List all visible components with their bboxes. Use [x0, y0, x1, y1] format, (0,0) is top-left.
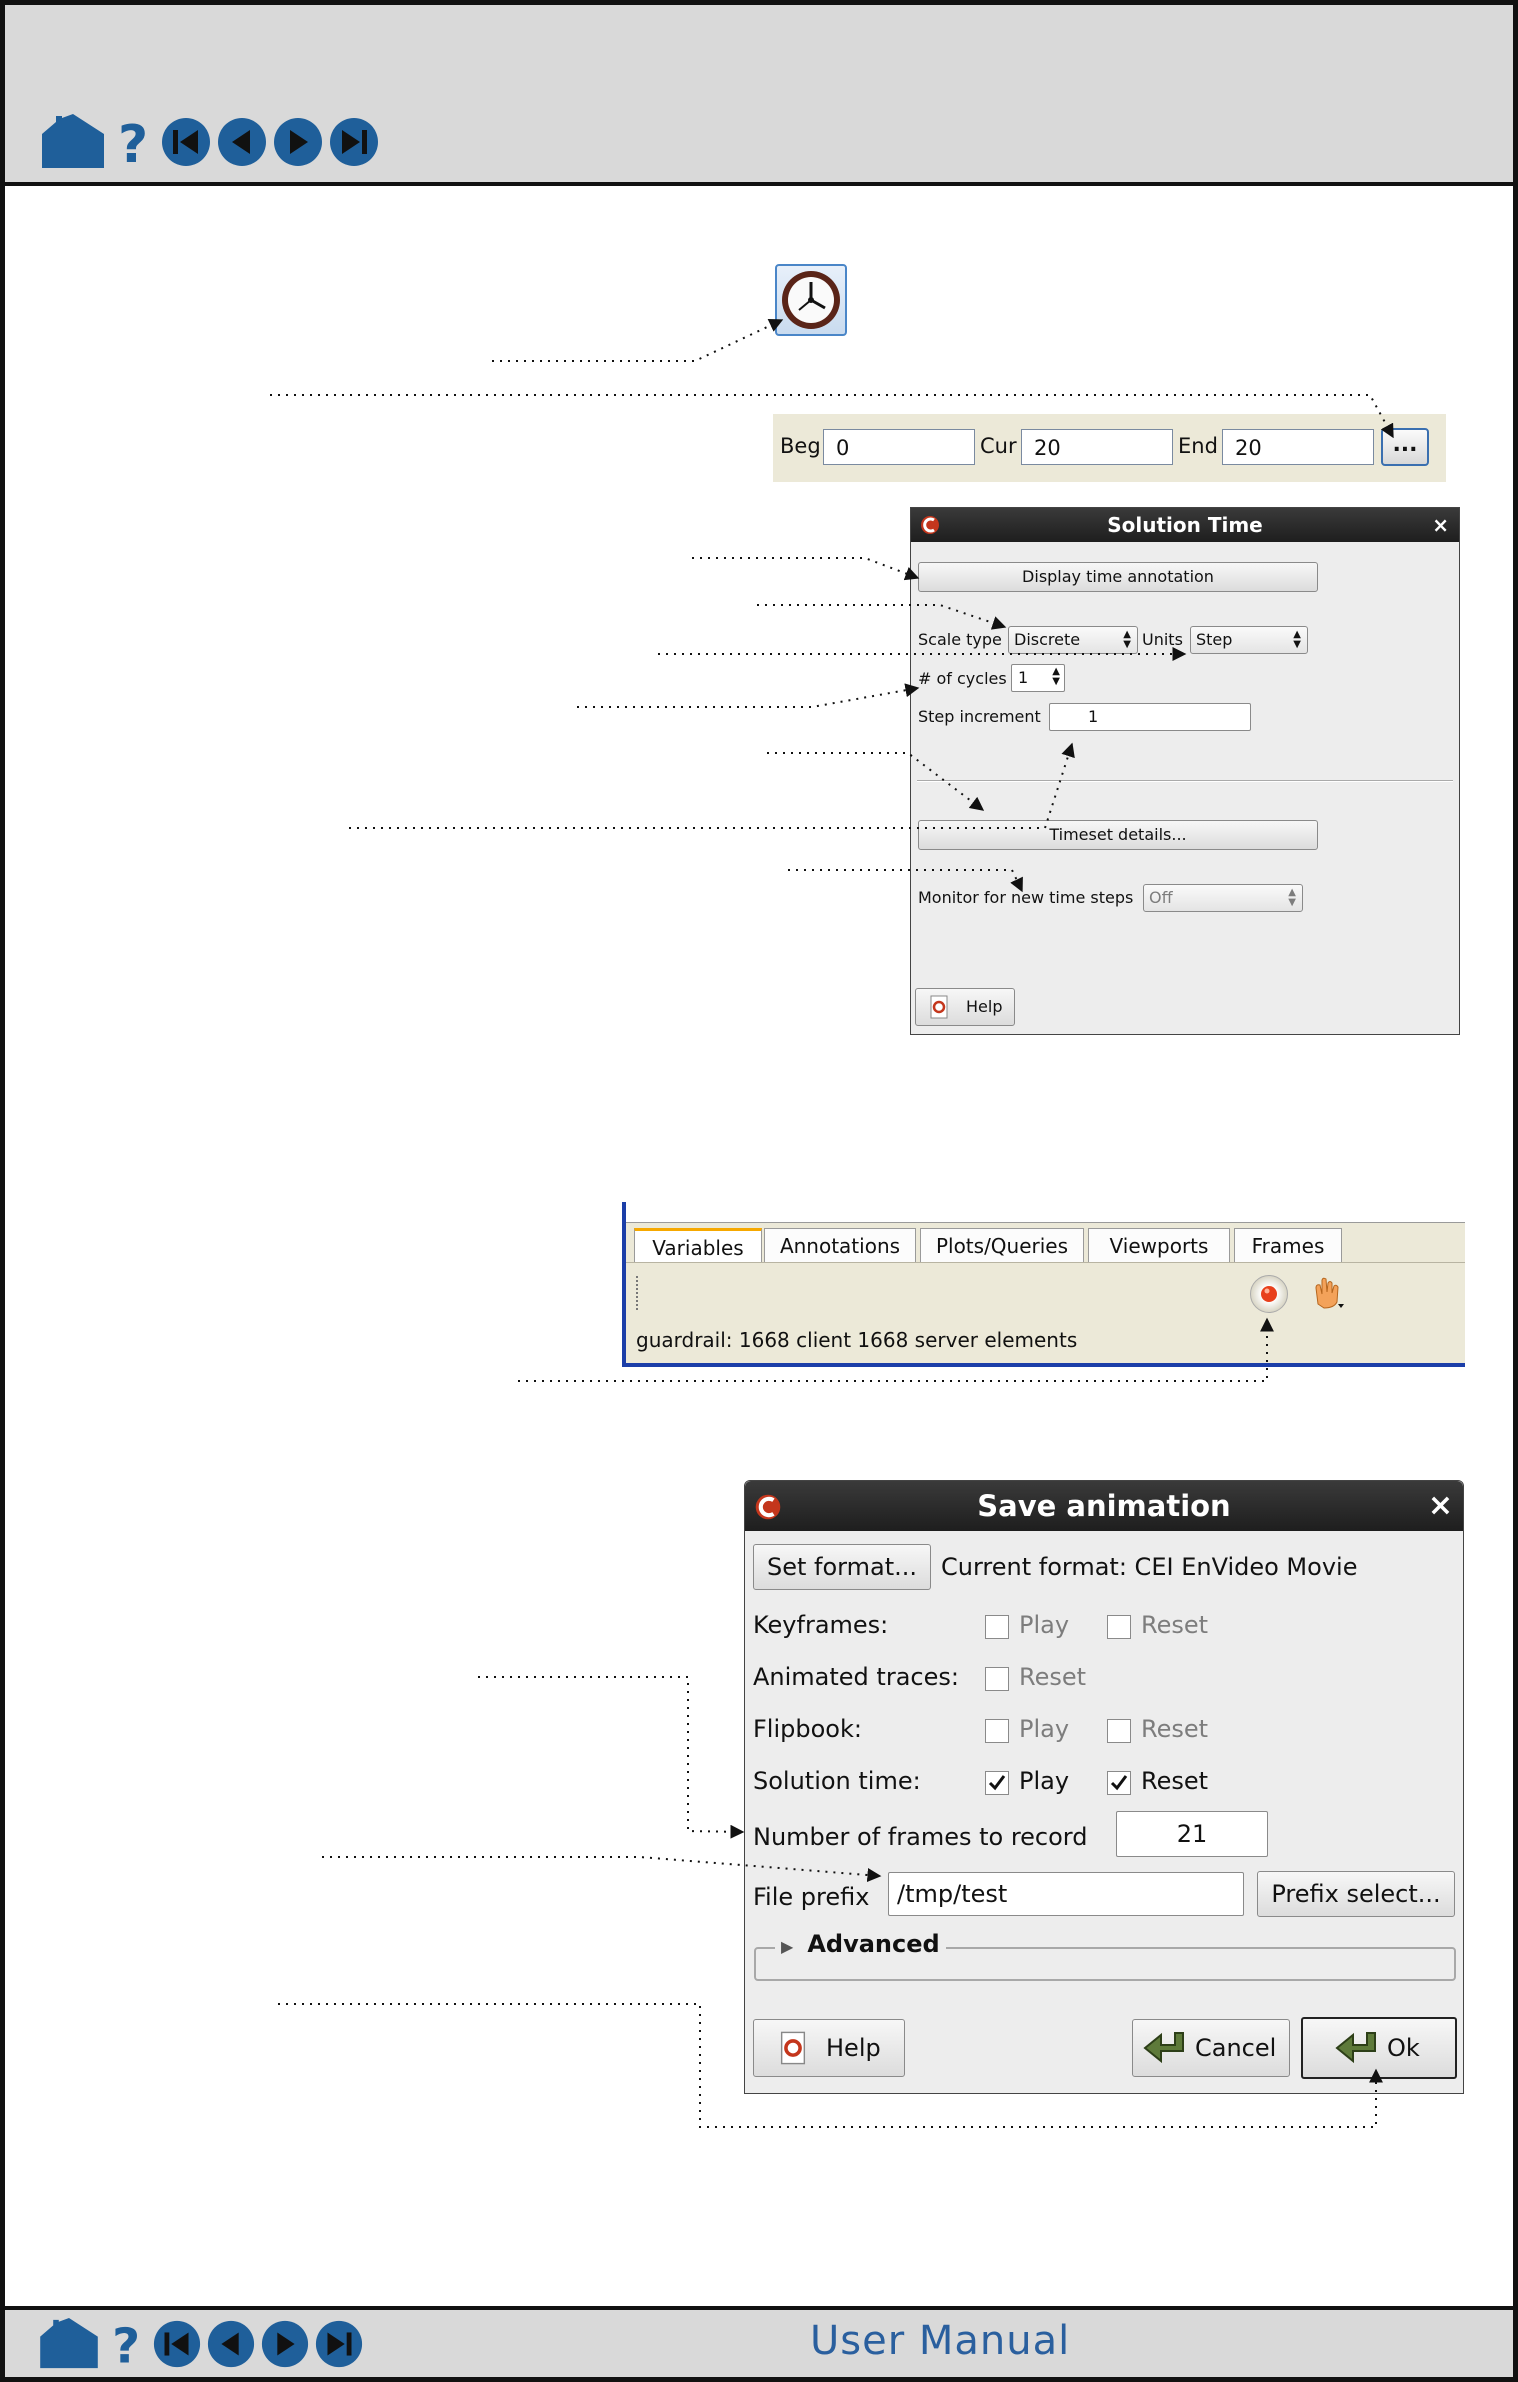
- leader-scale-type: [757, 605, 1005, 627]
- tab-frames[interactable]: Frames: [1234, 1228, 1342, 1262]
- cancel-label: Cancel: [1195, 2034, 1277, 2062]
- first-page-icon[interactable]: [152, 2319, 202, 2369]
- monitor-value: Off: [1149, 888, 1173, 907]
- file-prefix-label: File prefix: [753, 1883, 870, 1911]
- flipbook-reset-label: Reset: [1141, 1715, 1209, 1743]
- svg-text:?: ?: [118, 115, 149, 170]
- step-increment-label: Step increment: [918, 707, 1041, 726]
- advanced-label: Advanced: [807, 1930, 940, 1958]
- solution-time-title: Solution Time: [1107, 513, 1263, 537]
- current-format-text: Current format: CEI EnVideo Movie: [941, 1553, 1358, 1581]
- leader-timeset-details: [767, 753, 983, 810]
- leader-frames: [478, 1677, 743, 1832]
- keyframes-play-label: Play: [1019, 1611, 1070, 1639]
- home-icon[interactable]: [36, 2318, 102, 2370]
- leader-ok: [278, 2004, 1376, 2127]
- leader-file-prefix: [322, 1857, 880, 1876]
- help-label: Help: [826, 2034, 881, 2062]
- timeset-details-button[interactable]: Timeset details...: [918, 820, 1318, 850]
- ok-label: Ok: [1387, 2034, 1420, 2062]
- end-label: End: [1178, 434, 1218, 458]
- leader-display-annotation: [692, 558, 918, 578]
- leader-time-options: [270, 395, 1393, 437]
- keyframes-label: Keyframes:: [753, 1611, 889, 1639]
- close-icon[interactable]: ×: [1432, 513, 1449, 537]
- spinner-arrows-icon: ▲ ▼: [1293, 629, 1301, 650]
- leader-record: [518, 1319, 1267, 1381]
- next-page-icon[interactable]: [260, 2319, 310, 2369]
- tab-annotations[interactable]: Annotations: [764, 1228, 916, 1262]
- scale-type-value: Discrete: [1014, 630, 1081, 649]
- status-text: guardrail: 1668 client 1668 server elements: [636, 1328, 1078, 1352]
- close-icon[interactable]: ×: [1427, 1488, 1453, 1523]
- frames-label: Number of frames to record: [753, 1823, 1088, 1851]
- leader-monitor: [788, 870, 1022, 891]
- svg-text:?: ?: [112, 2318, 141, 2370]
- spinner-arrows-icon[interactable]: ▲ ▼: [1052, 666, 1060, 687]
- animated-traces-label: Animated traces:: [753, 1663, 959, 1691]
- step-increment-field[interactable]: 1: [1049, 703, 1251, 731]
- footer-nav: [36, 2318, 364, 2370]
- tab-plots-queries[interactable]: Plots/Queries: [920, 1228, 1084, 1262]
- monitor-label: Monitor for new time steps: [918, 888, 1134, 907]
- solution-time-play-label: Play: [1019, 1767, 1070, 1795]
- keyframes-reset-label: Reset: [1141, 1611, 1209, 1639]
- spinner-arrows-icon: ▲ ▼: [1288, 887, 1296, 908]
- help-icon[interactable]: [106, 2318, 148, 2370]
- cycles-label: # of cycles: [918, 669, 1007, 688]
- time-options-button[interactable]: ...: [1381, 428, 1429, 466]
- leader-clock: [492, 320, 782, 361]
- end-field[interactable]: 20: [1222, 429, 1374, 465]
- leader-cycles: [577, 688, 918, 707]
- help-label: Help: [966, 997, 1003, 1016]
- display-time-annotation-button[interactable]: Display time annotation: [918, 562, 1318, 592]
- last-page-icon[interactable]: [314, 2319, 364, 2369]
- frames-field[interactable]: 21: [1116, 1811, 1268, 1857]
- tab-viewports[interactable]: Viewports: [1088, 1228, 1230, 1262]
- spinner-arrows-icon: ▲ ▼: [1123, 629, 1131, 650]
- file-prefix-field[interactable]: /tmp/test: [888, 1872, 1244, 1916]
- beg-label: Beg: [780, 434, 821, 458]
- set-format-button[interactable]: Set format...: [753, 1544, 931, 1590]
- save-animation-title: Save animation: [977, 1489, 1231, 1523]
- animated-traces-reset-label: Reset: [1019, 1663, 1087, 1691]
- cur-field[interactable]: 20: [1021, 429, 1173, 465]
- leader-step-increment: [349, 744, 1072, 828]
- solution-time-label: Solution time:: [753, 1767, 921, 1795]
- tab-variables[interactable]: Variables: [634, 1228, 762, 1262]
- flipbook-label: Flipbook:: [753, 1715, 862, 1743]
- units-label: Units: [1142, 630, 1183, 649]
- footer-title: User Manual: [810, 2318, 1071, 2364]
- flipbook-play-label: Play: [1019, 1715, 1070, 1743]
- expand-triangle-icon: ▶: [781, 1937, 794, 1956]
- prefix-select-button[interactable]: Prefix select...: [1257, 1871, 1455, 1917]
- cur-label: Cur: [980, 434, 1017, 458]
- solution-time-reset-label: Reset: [1141, 1767, 1209, 1795]
- beg-field[interactable]: 0: [823, 429, 975, 465]
- cycles-value: 1: [1018, 668, 1029, 687]
- units-value: Step: [1196, 630, 1233, 649]
- scale-type-label: Scale type: [918, 630, 1002, 649]
- previous-page-icon[interactable]: [206, 2319, 256, 2369]
